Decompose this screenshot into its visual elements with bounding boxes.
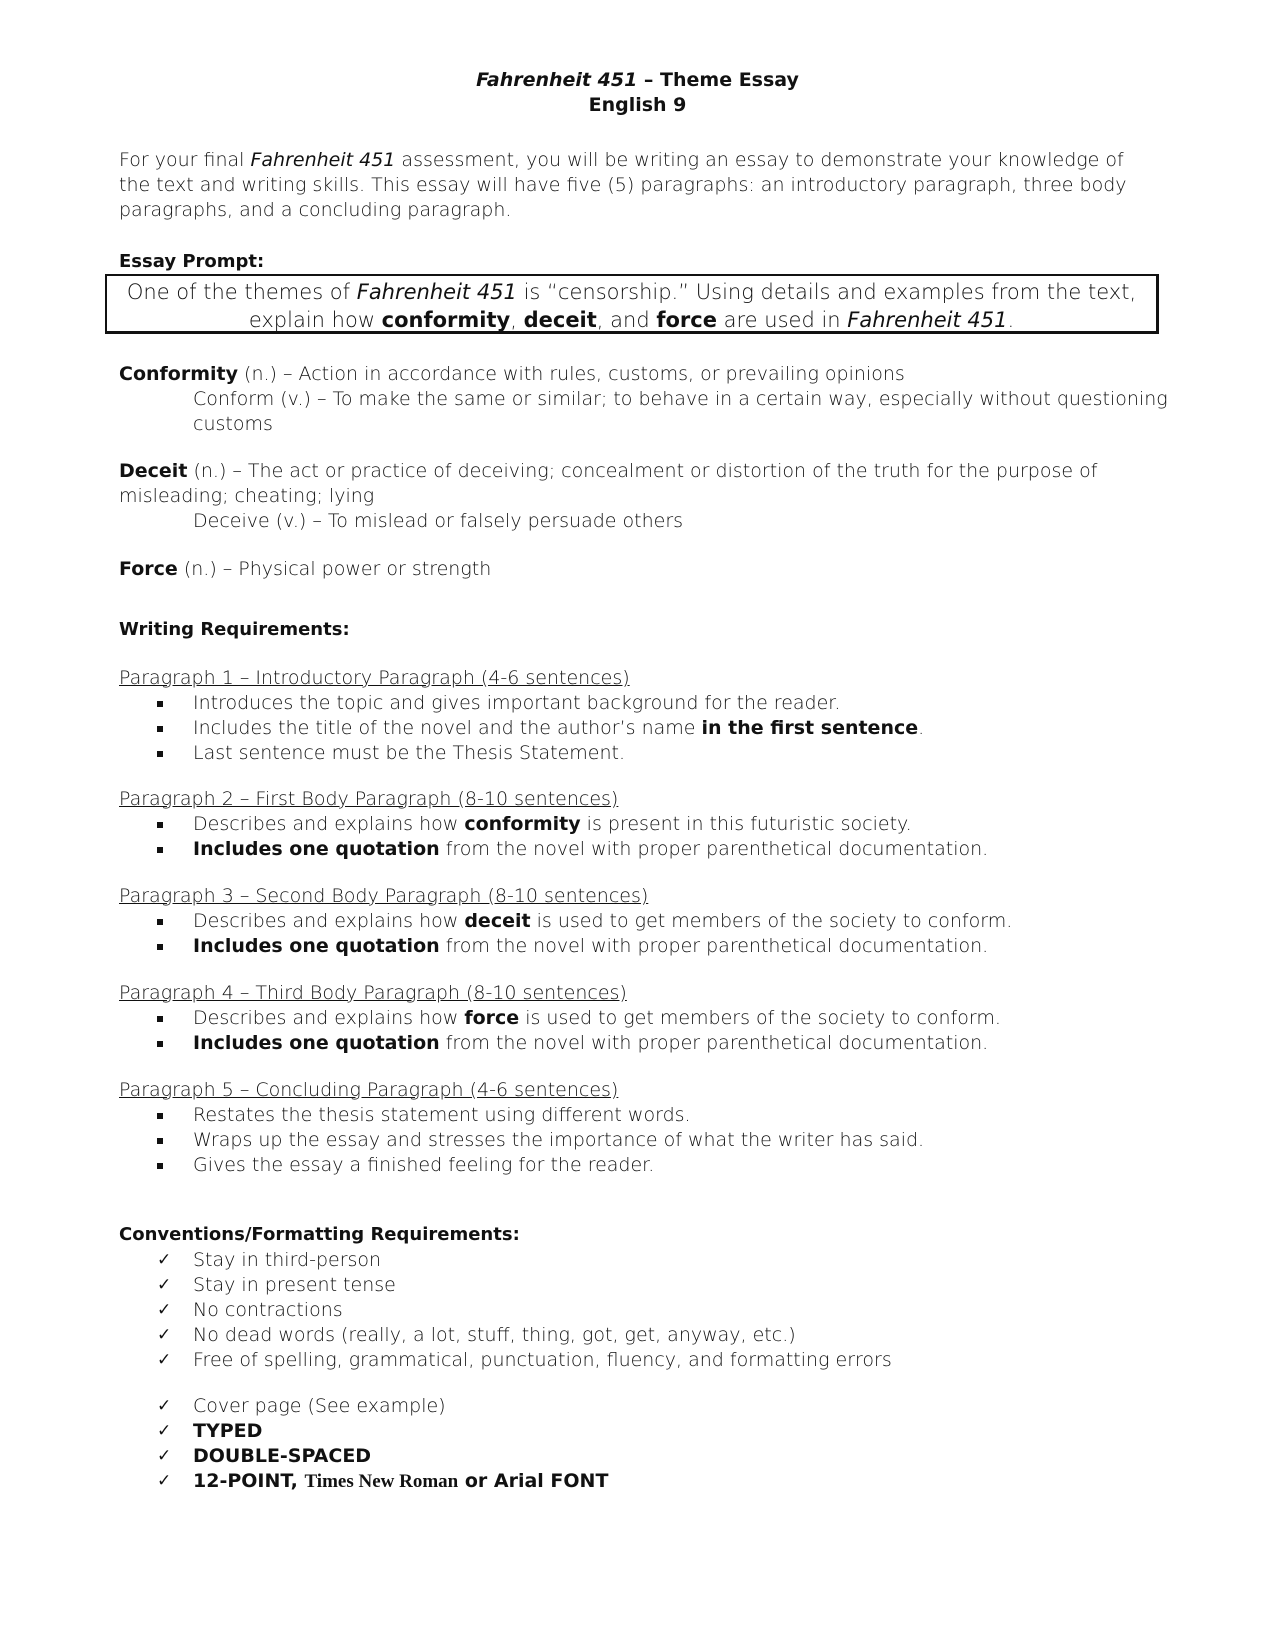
- title-rest: – Theme Essay: [637, 69, 799, 91]
- list-item: Describes and explains how conformity is present in this futuristic society.: [119, 812, 1169, 837]
- conventions-list: [119, 1248, 1169, 1373]
- writing-requirements-heading: Writing Requirements:: [119, 619, 350, 640]
- definition-text: (n.) – The act or practice of deceiving; concealment or distortion of the truth for the purpose of misleading; cheating; lying: [119, 460, 1098, 507]
- paragraph-4-requirements: [119, 981, 1169, 1056]
- prompt-text: One of the themes of: [126, 280, 357, 304]
- intro-paragraph: [119, 148, 1159, 223]
- check-list: [119, 1394, 1169, 1494]
- bullet-icon: [157, 1113, 163, 1119]
- checkmark-icon: ✓: [157, 1421, 172, 1441]
- bullet-icon: [157, 847, 163, 853]
- bullet-icon: [157, 701, 163, 707]
- prompt-italic: Fahrenheit 451: [847, 308, 1008, 332]
- bullet-icon: [157, 1138, 163, 1144]
- paragraph-3-requirements: [119, 884, 1169, 959]
- bullet-list: [119, 909, 1169, 959]
- prompt-text: are used in: [716, 308, 848, 332]
- paragraph-5-requirements: [119, 1078, 1169, 1178]
- course-name: English 9: [588, 94, 687, 116]
- paragraph-1-requirements: [119, 666, 1169, 766]
- formatting-list: [119, 1394, 1169, 1494]
- paragraph-title: Paragraph 5 – Concluding Paragraph (4-6 sentences): [119, 1079, 619, 1101]
- paragraph-2-requirements: [119, 787, 1169, 862]
- check-item: ✓ 12-POINT, Times New Roman or Arial FONT: [157, 1470, 609, 1492]
- check-item: ✓ DOUBLE-SPACED: [157, 1445, 372, 1467]
- title-line: [0, 68, 1275, 93]
- definition-term: Deceit: [119, 460, 188, 482]
- list-item: Wraps up the essay and stresses the importance of what the writer has said.: [119, 1128, 1169, 1153]
- paragraph-title: Paragraph 1 – Introductory Paragraph (4-6 sentences): [119, 667, 630, 689]
- list-item: Introduces the topic and gives important background for the reader.: [119, 691, 1169, 716]
- intro-text: For your final: [119, 149, 251, 171]
- list-item: Includes one quotation from the novel with proper parenthetical documentation.: [119, 1031, 1169, 1056]
- bullet-icon: [157, 822, 163, 828]
- checkmark-icon: ✓: [157, 1396, 172, 1416]
- bullet-icon: [157, 1163, 163, 1169]
- prompt-text: , and: [596, 308, 657, 332]
- definition-term: Conformity: [119, 363, 238, 385]
- bullet-icon: [157, 1041, 163, 1047]
- bullet-list: [119, 812, 1169, 862]
- paragraph-title: Paragraph 2 – First Body Paragraph (8-10 sentences): [119, 788, 619, 810]
- definition-conformity: [119, 362, 1169, 437]
- prompt-keyword: force: [656, 308, 717, 332]
- prompt-text: is “censorship.” Using details and examples from the text, explain how: [248, 280, 1137, 332]
- definition-sub: Conform (v.) – To make the same or similar; to behave in a certain way, especially without questioning customs: [193, 388, 1168, 435]
- bullet-icon: [157, 919, 163, 925]
- bullet-icon: [157, 1016, 163, 1022]
- checkmark-icon: ✓: [157, 1446, 172, 1466]
- definition-force: [119, 557, 1169, 582]
- check-item: ✓ Free of spelling, grammatical, punctuation, fluency, and formatting errors: [157, 1349, 892, 1371]
- definition-text: (n.) – Physical power or strength: [177, 558, 492, 580]
- checkmark-icon: ✓: [157, 1471, 172, 1491]
- bullet-icon: [157, 944, 163, 950]
- prompt-italic: Fahrenheit 451: [356, 280, 517, 304]
- intro-italic: Fahrenheit 451: [250, 149, 396, 171]
- checkmark-icon: ✓: [157, 1250, 172, 1270]
- definition-deceit: [119, 459, 1169, 534]
- bullet-icon: [157, 726, 163, 732]
- prompt-keyword: conformity: [381, 308, 511, 332]
- intro-text-rest: assessment, you will be writing an essay to demonstrate your knowledge of the text and writing skills. This essay will have five (5) paragraphs: an introductory paragraph, three body paragraphs, and a concluding paragraph.: [119, 149, 1127, 221]
- list-item: Includes one quotation from the novel with proper parenthetical documentation.: [119, 837, 1169, 862]
- prompt-text: .: [1007, 308, 1015, 332]
- prompt-keyword: deceit: [523, 308, 597, 332]
- check-item: ✓ No dead words (really, a lot, stuff, thing, got, get, anyway, etc.): [157, 1324, 796, 1346]
- check-item: ✓ Cover page (See example): [157, 1395, 446, 1417]
- prompt-text: ,: [510, 308, 524, 332]
- list-item: Last sentence must be the Thesis Statement.: [119, 741, 1169, 766]
- bullet-icon: [157, 751, 163, 757]
- list-item: Restates the thesis statement using different words.: [119, 1103, 1169, 1128]
- paragraph-title: Paragraph 3 – Second Body Paragraph (8-10 sentences): [119, 885, 649, 907]
- checkmark-icon: ✓: [157, 1325, 172, 1345]
- paragraph-title: Paragraph 4 – Third Body Paragraph (8-10 sentences): [119, 982, 627, 1004]
- document-title: [0, 68, 1275, 118]
- checkmark-icon: ✓: [157, 1275, 172, 1295]
- list-item: Includes the title of the novel and the author’s name in the first sentence.: [119, 716, 1169, 741]
- prompt-label: Essay Prompt:: [119, 251, 265, 272]
- check-item: ✓ TYPED: [157, 1420, 263, 1442]
- title-italic: Fahrenheit 451: [476, 69, 638, 91]
- list-item: Includes one quotation from the novel with proper parenthetical documentation.: [119, 934, 1169, 959]
- definition-text: (n.) – Action in accordance with rules, customs, or prevailing opinions: [238, 363, 905, 385]
- definition-sub: Deceive (v.) – To mislead or falsely persuade others: [193, 510, 684, 532]
- bullet-list: [119, 1103, 1169, 1178]
- checkmark-icon: ✓: [157, 1300, 172, 1320]
- prompt-box: [105, 274, 1159, 334]
- conventions-heading: Conventions/Formatting Requirements:: [119, 1224, 520, 1245]
- check-list: [119, 1248, 1169, 1373]
- check-item: ✓ Stay in third-person: [157, 1249, 382, 1271]
- check-item: ✓ No contractions: [157, 1299, 343, 1321]
- definition-term: Force: [119, 558, 178, 580]
- check-item: ✓ Stay in present tense: [157, 1274, 396, 1296]
- checkmark-icon: ✓: [157, 1350, 172, 1370]
- list-item: Describes and explains how deceit is used to get members of the society to conform.: [119, 909, 1169, 934]
- list-item: Gives the essay a finished feeling for the reader.: [119, 1153, 1169, 1178]
- bullet-list: [119, 691, 1169, 766]
- list-item: Describes and explains how force is used to get members of the society to conform.: [119, 1006, 1169, 1031]
- bullet-list: [119, 1006, 1169, 1056]
